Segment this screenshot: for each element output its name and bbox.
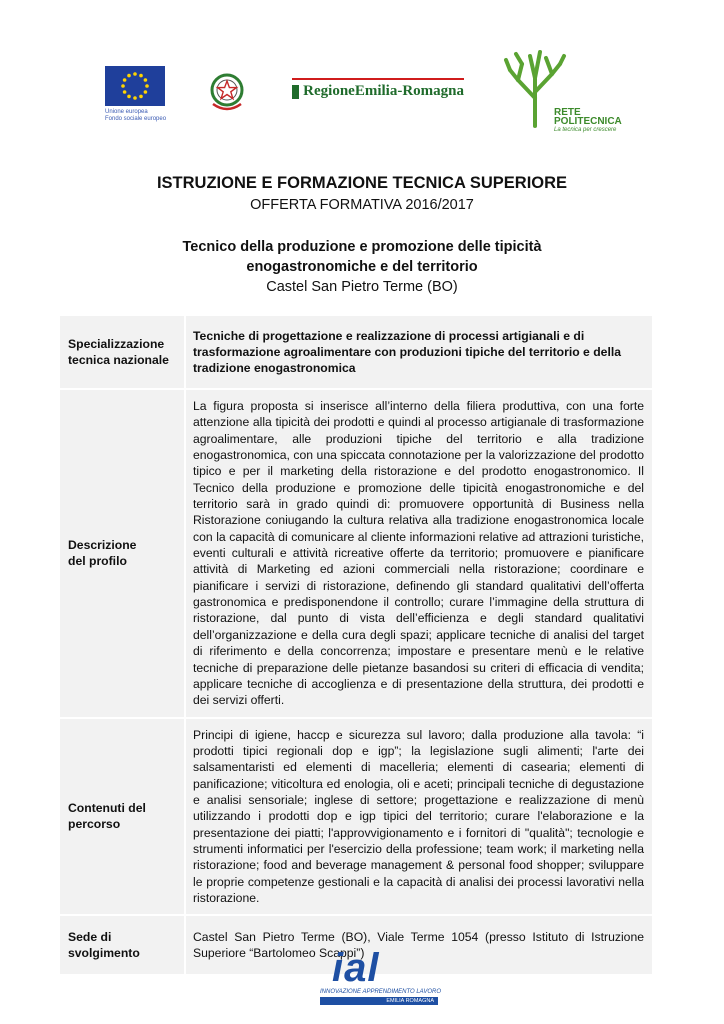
- row-label: [60, 316, 186, 390]
- table-row: [60, 719, 652, 917]
- ial-wordmark: ial: [332, 946, 380, 990]
- course-title: [0, 237, 724, 277]
- row-label: [60, 719, 186, 917]
- ial-region-bar: EMILIA ROMAGNA: [320, 997, 438, 1005]
- table-row: [60, 316, 652, 390]
- row-label-line-2: del profilo: [68, 554, 127, 569]
- eu-flag-icon: [105, 66, 165, 106]
- regione-emilia-romagna-logo: [292, 78, 464, 100]
- course-info-table: [60, 316, 652, 976]
- eu-caption-line-1: Unione europea: [105, 109, 148, 115]
- row-label-line-1: Sede di: [68, 930, 112, 945]
- logo-row: [0, 48, 724, 132]
- eu-caption-line-2: Fondo sociale europeo: [105, 116, 167, 122]
- eu-caption: [105, 109, 166, 123]
- row-label-line-1: Contenuti del: [68, 801, 146, 816]
- rete-politecnica-logo: [500, 48, 622, 133]
- italian-republic-emblem-icon: [207, 68, 247, 119]
- row-label: [60, 390, 186, 719]
- rete-line-1: RETE: [554, 107, 581, 118]
- rete-politecnica-wordmark: [554, 108, 622, 135]
- eu-logo: [105, 66, 166, 123]
- row-value: Tecniche di progettazione e realizzazione di processi artigianali e di trasformazione agroalimentare con produzioni tipiche del territorio e della tradizione enogastronomica: [186, 316, 652, 390]
- ial-tagline: INNOVAZIONE APPRENDIMENTO LAVORO: [320, 989, 442, 995]
- ial-logo: [320, 948, 440, 1005]
- row-label-line-2: percorso: [68, 817, 121, 832]
- row-value: Principi di igiene, haccp e sicurezza sul lavoro; dalla produzione alla tavola: “i prodotti tipici regionali dop e igp”; la legislazione sugli alimenti; l'arte dei salsamentaristi ed elementi di macelleria; elementi di casearia; elementi di panificazione; viticoltura ed enologia, oli e aceti; principali tecniche di degustazione e analisi sensoriale; inglese di settore; progettazione e realizzazione di menù utilizzando i prodotti dop e igp tipici del territorio; curare l'elaborazione e la presentazione dei piatti; l'approvvigionamento e i fornitori di "qualità"; tecnologie e strumenti informatici per l'esercizio della professione; team work; il marketing nella ristorazione; food and beverage management & personal food shopper; sviluppare le proprie competenze gestionali e la capacità di analisi dei processi lavorativi nella ristorazione.: [186, 719, 652, 917]
- course-title-line-1: Tecnico della produzione e promozione delle tipicità: [182, 239, 542, 255]
- table-row: [60, 390, 652, 719]
- course-title-line-2: enogastronomiche e del territorio: [246, 259, 478, 275]
- row-label-line-1: Descrizione: [68, 538, 137, 553]
- row-label-line-2: svolgimento: [68, 946, 140, 961]
- region-logo-text-row: [292, 83, 464, 100]
- document-subtitle: OFFERTA FORMATIVA 2016/2017: [250, 197, 474, 213]
- region-map-icon: [292, 85, 299, 99]
- row-label-line-1: Specializzazione: [68, 337, 165, 351]
- rete-tagline: La tecnica per crescere: [554, 127, 617, 133]
- row-label-line-2: tecnica nazionale: [68, 353, 169, 367]
- row-value: Castel San Pietro Terme (BO), Viale Terme 1054 (presso Istituto di Istruzione Superiore “Bartolomeo Scappi”): [186, 916, 652, 976]
- row-value: La figura proposta si inserisce all’interno della filiera produttiva, con una forte attenzione alla tipicità dei prodotti e quindi al processo artigianale di trasformazione agroalimentare, alle produzioni tipiche del territorio e alla tradizione enogastronomica, con una spiccata connotazione per la valorizzazione del prodotto tipico e per il marketing della ristorazione e del prodotto enogastronomico. Il Tecnico della produzione e promozione delle tipicità enogastronomiche e del territorio sarà in grado quindi di: promuovere opportunità di Business nella Ristorazione coniugando la cultura relativa alla tradizione enogastronomica locale con la capacità di comunicare al cliente informazioni relative ad attrazioni turistiche, eventi culturali e attività ricreative offerte da territorio; promuovere e pianificare attività di Marketing ed azioni commerciali nella ristorazione; coordinare e pianificare i servizi di ristorazione, definendo gli standard qualitativi dell’offerta gastronomica e predisponendone il controllo; curare l’immagine della struttura di ristorazione, dal punto di vista dell’efficienza e degli standard qualitativi dell’organizzazione e della cura degli spazi; applicare tecniche di analisi del target di riferimento e della concorrenza; impostare e presentare menù e le relative tecniche di preparazione delle pietanze basandosi su criteri di efficacia di vendita; applicare tecniche di accoglienza e di presentazione della struttura, dei prodotti e dei servizi offerti.: [186, 390, 652, 719]
- document-title: ISTRUZIONE E FORMAZIONE TECNICA SUPERIORE: [156, 174, 568, 192]
- rete-line-2: POLITECNICA: [554, 116, 622, 127]
- region-name: RegioneEmilia-Romagna: [303, 83, 464, 99]
- row-label: [60, 916, 186, 976]
- region-red-line: [292, 78, 464, 80]
- course-location: Castel San Pietro Terme (BO): [266, 279, 458, 295]
